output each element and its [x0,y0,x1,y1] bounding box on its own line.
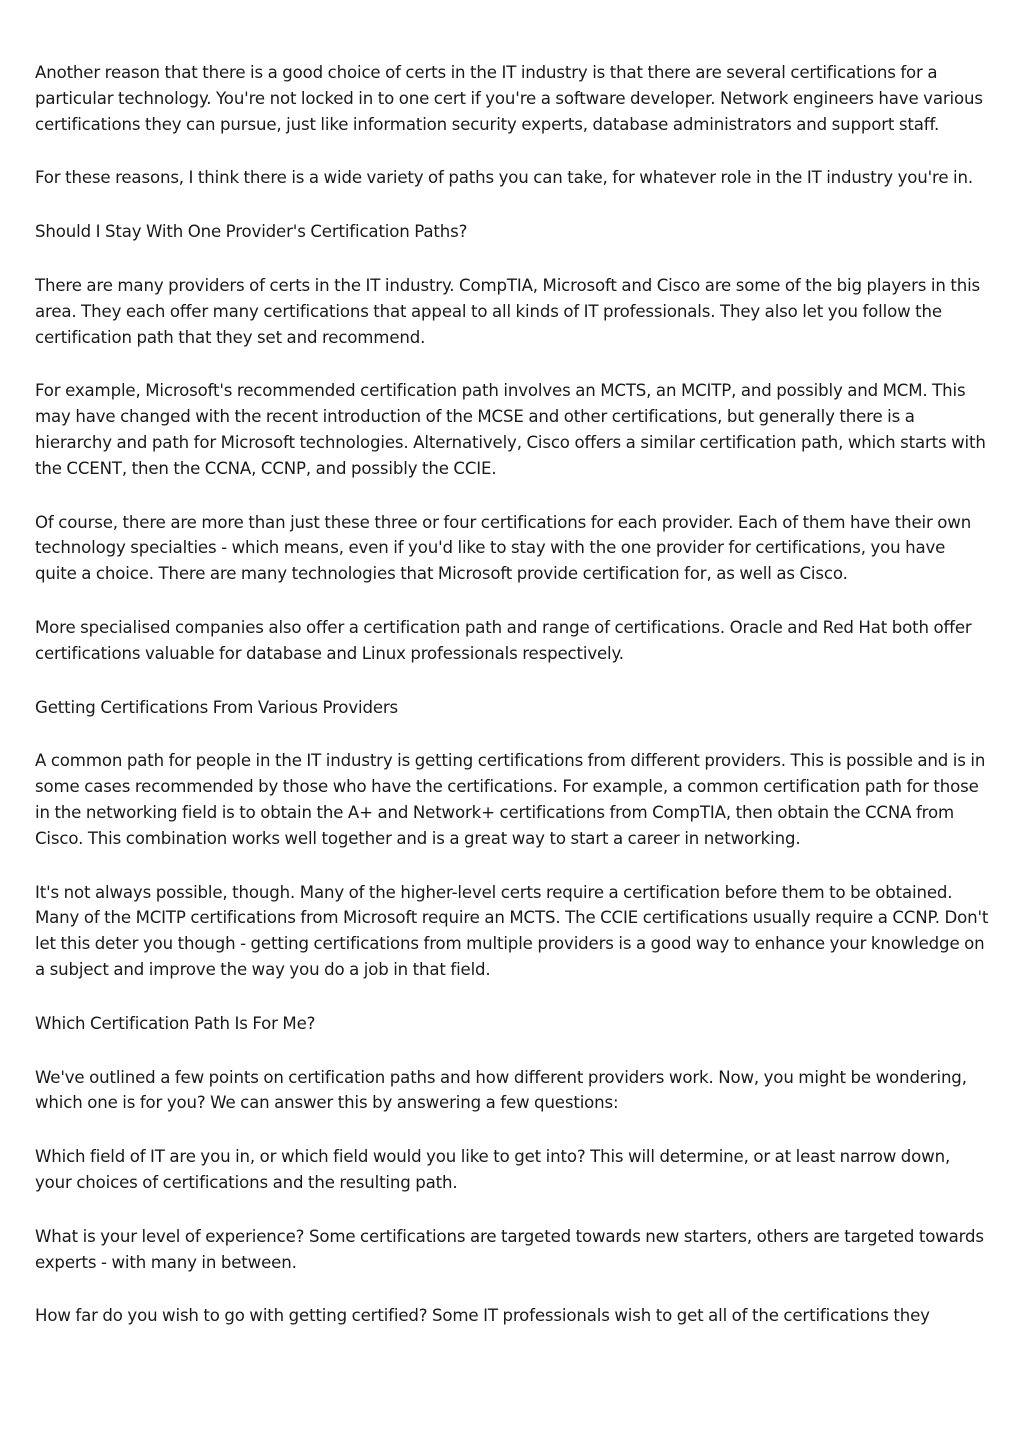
paragraph-prerequisites: It's not always possible, though. Many of the higher-level certs require a certification before them to be obtained. Many of the MCITP certifications from Microsoft require an MCTS. The CCIE certifications usually require a CCNP. Don't let this deter you though - getting certifications from multiple providers is a good way to enhance your knowledge on a subject and improve the way you do a job in that field. [35,882,989,979]
heading-various-providers: Getting Certifications From Various Providers [35,697,399,717]
paragraph-multiple-certifications: Another reason that there is a good choice of certs in the IT industry is that there are several certifications for a particular technology. You're not locked in to one cert if you're a software developer. Network engineers have various certifications they can pursue, just like information security experts, database administrators and support staff. [35,63,983,134]
paragraph-outline-questions: We've outlined a few points on certification paths and how different providers work. Now, you might be wondering, which one is for you? We can answer this by answering a few questions: [35,1067,967,1113]
paragraph-microsoft-cisco-paths: For example, Microsoft's recommended certification path involves an MCTS, an MCITP, and possibly and MCM. This may have changed with the recent introduction of the MCSE and other certifications, but generally there is a hierarchy and path for Microsoft technologies. Alternatively, Cisco offers a similar certification path, which starts with the CCENT, then the CCNA, CCNP, and possibly the CCIE. [35,381,986,478]
paragraph-question-experience: What is your level of experience? Some certifications are targeted towards new starters, others are targeted towards experts - with many in between. [35,1226,984,1272]
paragraph-question-how-far: How far do you wish to go with getting certified? Some IT professionals wish to get all of the certifications they [35,1306,930,1326]
paragraph-providers: There are many providers of certs in the IT industry. CompTIA, Microsoft and Cisco are some of the big players in this area. They each offer many certifications that appeal to all kinds of IT professionals. They also let you follow the certification path that they set and recommend. [35,275,981,347]
heading-which-path: Which Certification Path Is For Me? [35,1013,316,1033]
paragraph-specialties: Of course, there are more than just these three or four certifications for each provider. Each of them have their own technology specialties - which means, even if you'd like to stay with the one provider for certifications, you have quite a choice. There are many technologies that Microsoft provide certification for, as well as Cisco. [35,512,972,584]
document-page [35,60,990,1357]
heading-one-provider: Should I Stay With One Provider's Certification Paths? [35,222,468,242]
paragraph-common-path: A common path for people in the IT industry is getting certifications from different providers. This is possible and is in some cases recommended by those who have the certifications. For example, a common certification path for those in the networking field is to obtain the A+ and Network+ certifications from CompTIA, then obtain the CCNA from Cisco. This combination works well together and is a great way to start a career in networking. [35,751,986,848]
paragraph-variety-of-paths: For these reasons, I think there is a wide variety of paths you can take, for whatever role in the IT industry you're in. [35,168,973,188]
paragraph-question-field: Which field of IT are you in, or which field would you like to get into? This will determine, or at least narrow down, your choices of certifications and the resulting path. [35,1147,951,1192]
paragraph-specialised-companies: More specialised companies also offer a certification path and range of certifications. Oracle and Red Hat both offer certifications valuable for database and Linux professionals respectively. [35,617,972,663]
